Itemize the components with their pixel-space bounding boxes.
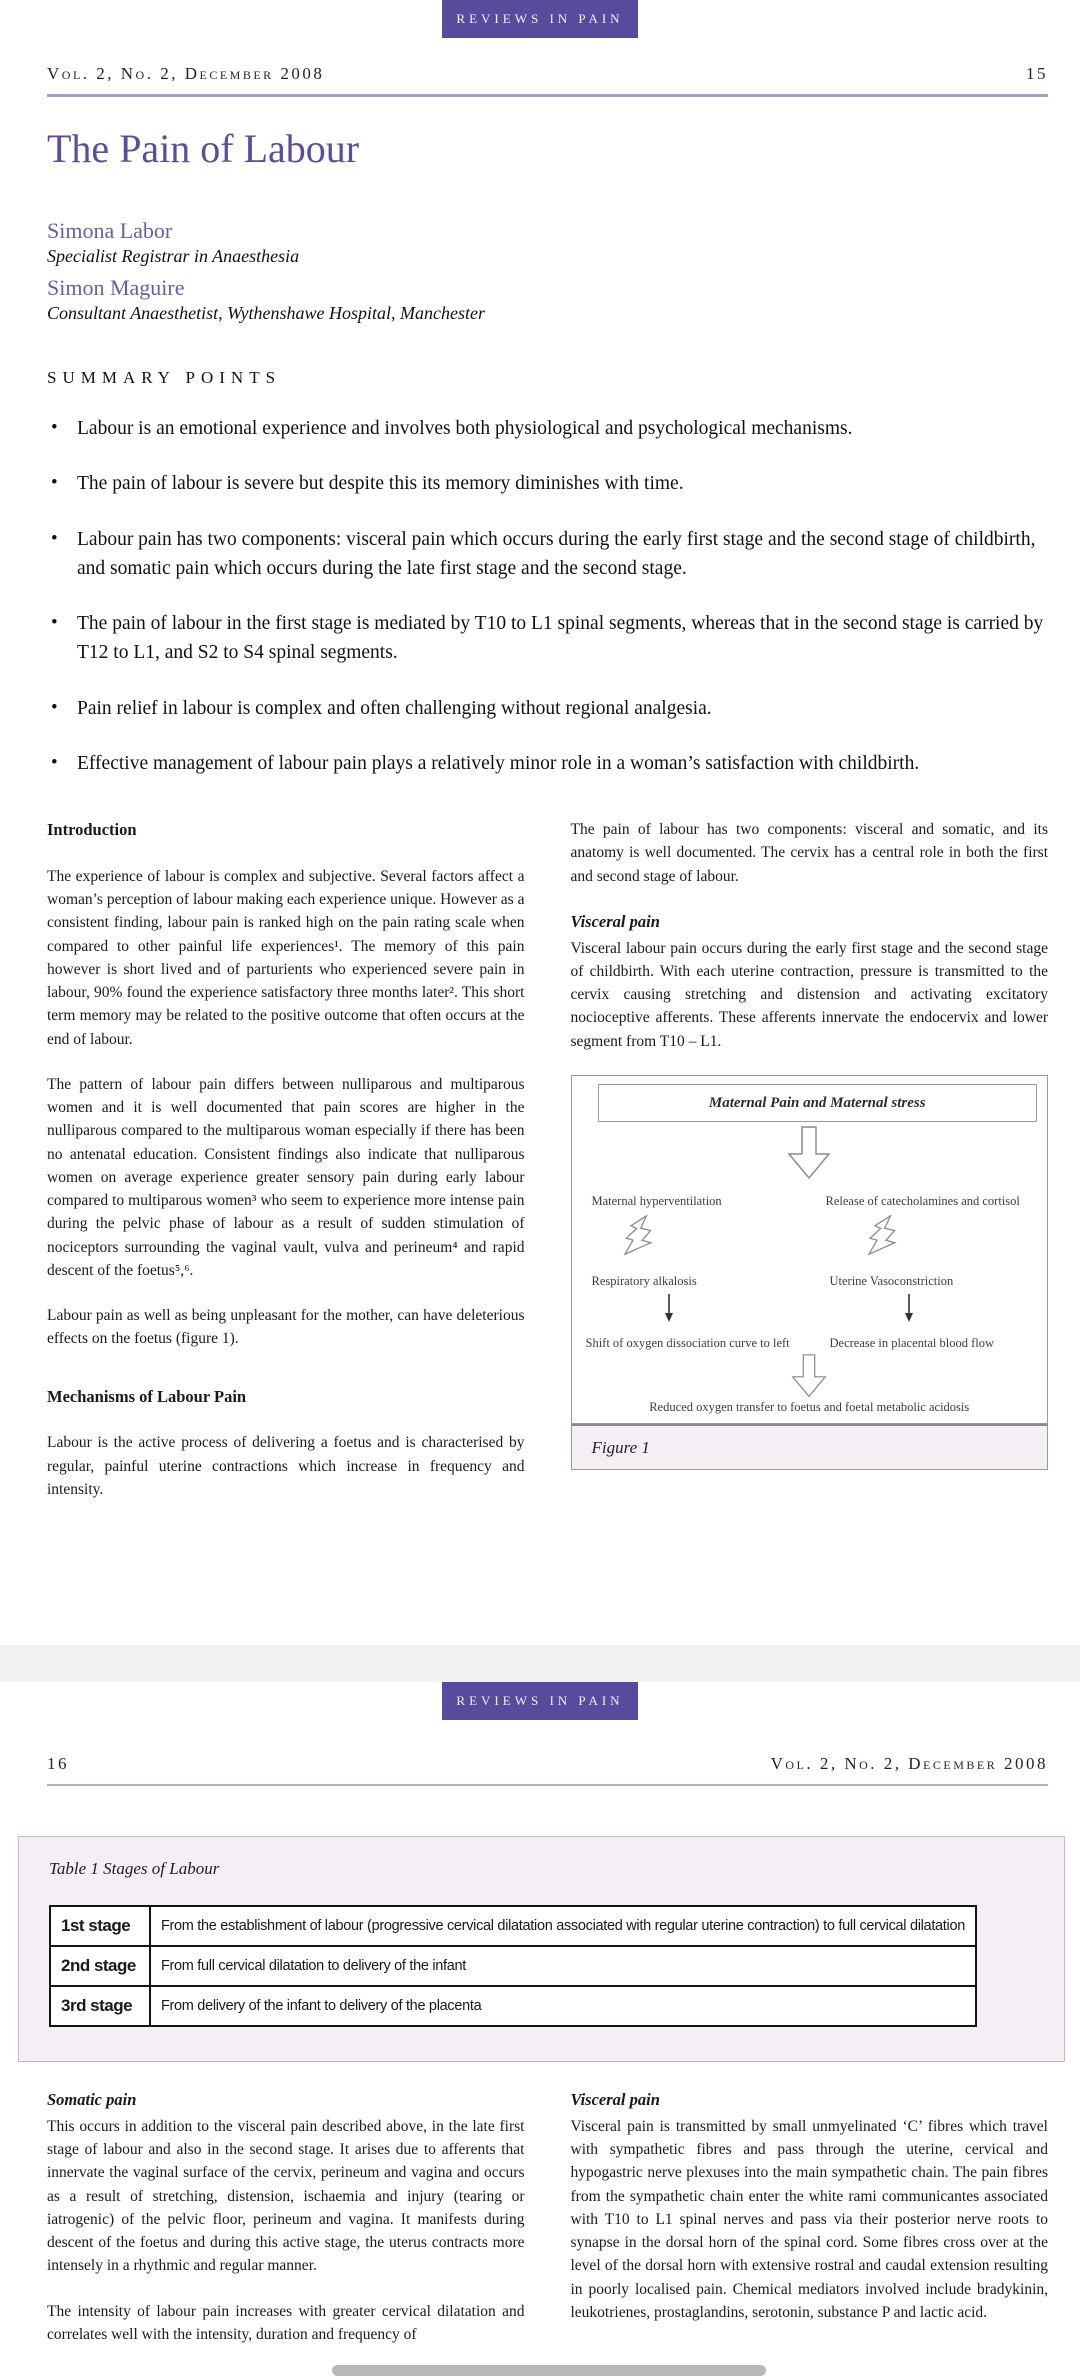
stages-of-labour-table	[49, 1905, 977, 2027]
stage-label-cell: 2nd stage	[50, 1946, 150, 1986]
thin-arrow-down-icon	[904, 1294, 914, 1329]
figure-node-oxygen-curve-shift: Shift of oxygen dissociation curve to left	[585, 1335, 790, 1350]
table-row	[50, 1986, 976, 2026]
author-name: Simon Maguire	[47, 275, 185, 300]
figure-node-catecholamines: Release of catecholamines and cortisol	[825, 1193, 1020, 1208]
author-role: Consultant Anaesthetist, Wythenshawe Hospital, Manchester	[47, 303, 485, 323]
page2-left-column	[47, 2088, 525, 2368]
figure-1-diagram	[571, 1075, 1049, 1424]
visceral-pain-paragraph: Visceral pain is transmitted by small unmyelinated ‘C’ fibres which travel with sympathetic fibres and pass through the uterine, cervical and hypogastric nerve plexuses into the main sympathetic chain. The pain fibres from the sympathetic chain enter the white rami communicantes associated with T10 to L1 spinal nerves and pass via their posterior nerve roots to synapse in the dorsal horn of the spinal cord. Some fibres cross over at the level of the dorsal horn with extensive rostral and caudal extension resulting in poorly localised pain. Chemical mediators involved include bradykinin, leukotrienes, prostaglandins, serotonin, substance P and lactic acid.	[570, 2117, 1048, 2321]
intro-paragraph: Labour pain as well as being unpleasant for the mother, can have deleterious effects on the foetus (figure 1).	[47, 1307, 525, 1348]
intro-paragraph: The pattern of labour pain differs between nulliparous and multiparous women and it is well documented that pain scores are higher in the nulliparous compared to the multiparous woman especially if there has been no antenatal education. Consistent findings also indicate that nulliparous women on average experience greater sensory pain during early labour compared to multiparous women³ who seem to experience more intense pain during the pelvic phase of labour as a result of sudden stimulation of nociceptors surrounding the vaginal vault, vulva and perineum⁴ and rapid descent of the foetus⁵,⁶.	[47, 1075, 525, 1279]
table-row	[50, 1906, 976, 1946]
introduction-heading: Introduction	[47, 820, 137, 839]
author-role: Specialist Registrar in Anaesthesia	[47, 246, 300, 266]
article-title: The Pain of Labour	[47, 126, 360, 171]
stage-desc-cell: From delivery of the infant to delivery of the placenta	[150, 1986, 976, 2026]
page-number: 15	[1026, 64, 1048, 83]
figure-node-respiratory-alkalosis: Respiratory alkalosis	[591, 1273, 697, 1288]
table-1-panel	[18, 1836, 1065, 2062]
author-name: Simona Labor	[47, 218, 173, 243]
lightning-bolt-icon	[620, 1212, 657, 1269]
visceral-pain-heading: Visceral pain	[570, 2090, 660, 2109]
summary-bullet: • Labour is an emotional experience and involves both physiological and psychological mechanisms.	[47, 414, 1048, 443]
intensity-paragraph: The intensity of labour pain increases with greater cervical dilatation and correlates well with the intensity, duration and frequency of	[47, 2302, 525, 2343]
author-block	[47, 218, 1080, 324]
stage-label-cell: 3rd stage	[50, 1986, 150, 2026]
page2-columns	[0, 2088, 1080, 2368]
somatic-pain-paragraph: This occurs in addition to the visceral pain described above, in the late first stage of labour and also in the second stage. It arises due to afferents that innervate the vaginal surface of the cervix, perineum and vagina and occurs as a result of stretching, distension, ischaemia and injury (tearing or iatrogenic) of the pelvic floor, perineum and vagina. It manifests during descent of the foetus and during this active stage, the uterus contracts more intensely in a rhythmic and regular manner.	[47, 2117, 525, 2275]
journal-badge	[442, 0, 638, 38]
summary-points-heading: SUMMARY POINTS	[47, 368, 282, 387]
mechanisms-heading: Mechanisms of Labour Pain	[47, 1386, 247, 1406]
page-separator	[0, 1645, 1080, 1682]
header-rule	[47, 1784, 1048, 1786]
stage-label-cell: 1st stage	[50, 1906, 150, 1946]
stage-desc-cell: From the establishment of labour (progressive cervical dilatation associated with regular uterine contraction) to full cervical dilatation	[150, 1906, 976, 1946]
intro-paragraph: The experience of labour is complex and subjective. Several factors affect a woman’s perception of labour making each experience unique. However as a consistent finding, labour pain is ranked high on the pain rating scale when compared to other painful life experiences¹. The memory of this pain however is short lived and of parturients who experienced severe pain in labour, 90% found the experience satisfactory three months later². This short term memory may be related to the positive outcome that often occurs at the end of labour.	[47, 867, 525, 1048]
page1-right-column	[571, 818, 1049, 1523]
table-caption: Table 1 Stages of Labour	[49, 1859, 220, 1878]
figure-caption: Figure 1	[571, 1424, 1049, 1470]
summary-bullet: • Effective management of labour pain plays a relatively minor role in a woman’s satisfaction with childbirth.	[47, 749, 1048, 778]
visceral-pain-paragraph: Visceral labour pain occurs during the early first stage and the second stage of childbirth. With each uterine contraction, pressure is transmitted to the cervix causing stretching and distension and activating excitatory nocioceptive afferents. These afferents innervate the endocervix and lower segment from T10 – L1.	[570, 939, 1048, 1050]
lightning-bolt-icon	[864, 1212, 901, 1269]
issue-label: Vol. 2, No. 2, December 2008	[47, 64, 325, 83]
summary-bullet: • Pain relief in labour is complex and often challenging without regional analgesia.	[47, 694, 1048, 723]
visceral-pain-heading: Visceral pain	[570, 911, 660, 931]
page-2	[0, 1682, 1080, 2376]
components-paragraph: The pain of labour has two components: visceral and somatic, and its anatomy is well documented. The cervix has a central role in both the first and second stage of labour.	[570, 821, 1048, 885]
journal-badge-label: REVIEWS IN PAIN	[456, 11, 624, 26]
header-rule	[47, 94, 1048, 97]
page-number: 16	[47, 1754, 69, 1773]
page1-columns	[0, 818, 1080, 1523]
mechanisms-paragraph: Labour is the active process of delivering a foetus and is characterised by regular, painful uterine contractions which increase in frequency and intensity.	[47, 1434, 525, 1498]
journal-badge	[442, 1682, 638, 1720]
page2-right-column	[571, 2088, 1049, 2368]
summary-bullet: • Labour pain has two components: visceral pain which occurs during the early first stage and the second stage of childbirth, and somatic pain which occurs during the late first stage and the second stage.	[47, 525, 1048, 584]
summary-bullet: • The pain of labour is severe but despite this its memory diminishes with time.	[47, 469, 1048, 498]
stage-desc-cell: From full cervical dilatation to delivery of the infant	[150, 1946, 976, 1986]
horizontal-scrollbar-thumb[interactable]	[332, 2365, 766, 2376]
issue-label: Vol. 2, No. 2, December 2008	[770, 1754, 1048, 1773]
summary-bullet: • The pain of labour in the first stage is mediated by T10 to L1 spinal segments, whereas that in the second stage is carried by T12 to L1, and S2 to S4 spinal segments.	[47, 609, 1048, 668]
page1-left-column	[47, 818, 525, 1523]
figure-1	[571, 1075, 1049, 1470]
figure-node-maternal-hyperventilation: Maternal hyperventilation	[591, 1193, 722, 1208]
page2-header	[0, 1754, 1080, 1774]
journal-badge-label: REVIEWS IN PAIN	[456, 1693, 624, 1708]
figure-node-uterine-vasoconstriction: Uterine Vasoconstriction	[829, 1273, 954, 1288]
figure-title-box: Maternal Pain and Maternal stress	[598, 1084, 1038, 1122]
somatic-pain-heading: Somatic pain	[47, 2090, 137, 2109]
figure-node-placental-blood-flow: Decrease in placental blood flow	[829, 1335, 995, 1350]
thin-arrow-down-icon	[664, 1294, 674, 1329]
block-arrow-down-icon	[787, 1126, 831, 1187]
summary-points-list	[0, 414, 1080, 778]
figure-node-reduced-oxygen: Reduced oxygen transfer to foetus and foetal metabolic acidosis	[649, 1399, 970, 1414]
page1-header	[0, 64, 1080, 84]
table-row	[50, 1946, 976, 1986]
